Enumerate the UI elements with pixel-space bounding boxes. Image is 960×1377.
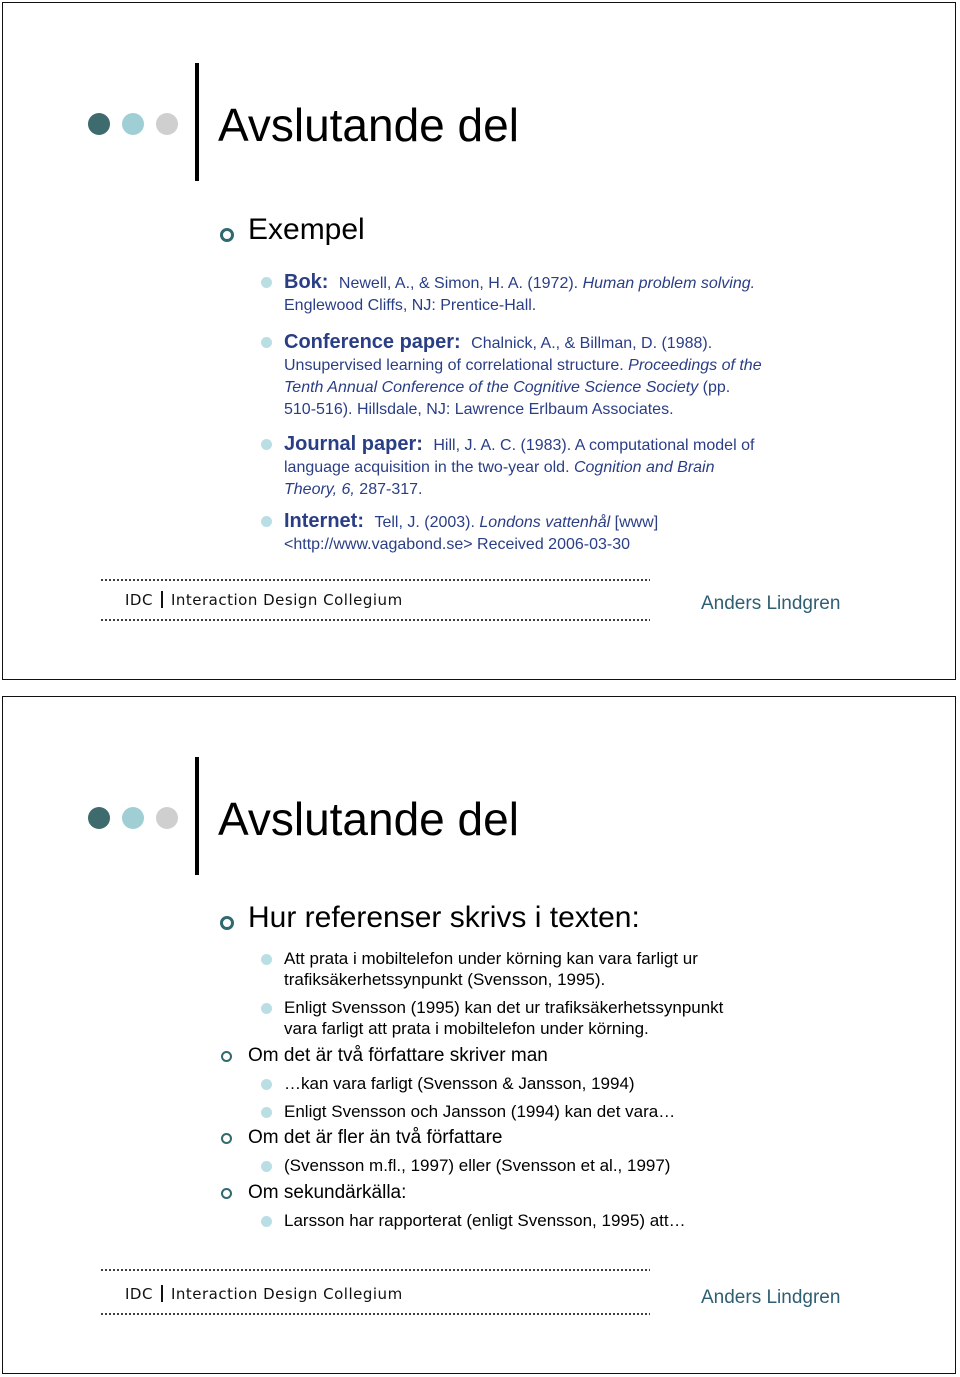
footer-dotted-line — [100, 617, 650, 623]
footer-dotted-line — [100, 577, 650, 583]
cog-ring-icon — [220, 228, 234, 242]
footer-dotted-line — [100, 1267, 650, 1273]
title-divider — [195, 63, 199, 181]
list-item: Enligt Svensson (1995) kan det ur trafiksäkerhetssynpunkt vara farligt att prata i mobiltelefon under körning. — [284, 997, 904, 1039]
heading-text: Hur referenser skrivs i texten: — [248, 901, 640, 934]
dot-dark-icon — [88, 807, 110, 829]
circle-bullet-icon — [261, 954, 272, 965]
list-item: Att prata i mobiltelefon under körning kan vara farligt ur trafiksäkerhetssynpunkt (Svensson, 1995). — [284, 948, 904, 990]
logo-acronym: IDC — [125, 591, 153, 609]
reference-label: Bok: — [284, 271, 329, 293]
logo-separator — [161, 591, 163, 608]
logo-fullname: Interaction Design Collegium — [170, 591, 403, 609]
cog-ring-icon — [221, 1188, 232, 1199]
subheading: Om det är fler än två författare — [248, 1127, 503, 1149]
dot-grey-icon — [156, 807, 178, 829]
section-heading — [248, 901, 640, 935]
footer-author: Anders Lindgren — [701, 593, 841, 614]
list-item: Larsson har rapporterat (enligt Svensson, 1995) att… — [284, 1210, 904, 1231]
title-divider — [195, 757, 199, 875]
cog-ring-icon — [221, 1051, 232, 1062]
subheading: Om sekundärkälla: — [248, 1182, 406, 1204]
reference-label: Internet: — [284, 510, 364, 532]
slide-1 — [2, 2, 956, 680]
footer-author: Anders Lindgren — [701, 1287, 841, 1308]
list-item: Enligt Svensson och Jansson (1994) kan det vara… — [284, 1101, 904, 1122]
circle-bullet-icon — [261, 1079, 272, 1090]
dot-dark-icon — [88, 113, 110, 135]
circle-bullet-icon — [261, 439, 272, 450]
circle-bullet-icon — [261, 1003, 272, 1014]
circle-bullet-icon — [261, 1107, 272, 1118]
list-item: (Svensson m.fl., 1997) eller (Svensson et al., 1997) — [284, 1155, 904, 1176]
circle-bullet-icon — [261, 1161, 272, 1172]
slide-title: Avslutande del — [218, 99, 519, 151]
cog-ring-icon — [221, 1133, 232, 1144]
logo-acronym: IDC — [125, 1285, 153, 1303]
section-heading — [248, 213, 365, 247]
reference-label: Conference paper: — [284, 331, 461, 353]
subheading: Om det är två författare skriver man — [248, 1045, 548, 1067]
circle-bullet-icon — [261, 1216, 272, 1227]
logo-fullname: Interaction Design Collegium — [170, 1285, 403, 1303]
dot-grey-icon — [156, 113, 178, 135]
circle-bullet-icon — [261, 277, 272, 288]
circle-bullet-icon — [261, 516, 272, 527]
heading-text: Exempel — [248, 213, 365, 246]
list-item: …kan vara farligt (Svensson & Jansson, 1994) — [284, 1073, 904, 1094]
reference-conference: Conference paper: Chalnick, A., & Billman, D. (1988). Unsupervised learning of correlational structure. Proceedings of the Tenth Annual Conference of the Cognitive Science Society (pp. 510-516). Hillsdale, NJ: Lawrence Erlbaum Associates. — [284, 331, 844, 421]
dot-light-icon — [122, 807, 144, 829]
footer-logo — [125, 591, 403, 609]
footer-dotted-line — [100, 1311, 650, 1317]
reference-book: Bok: Newell, A., & Simon, H. A. (1972). Human problem solving. Englewood Cliffs, NJ: Prentice-Hall. — [284, 271, 844, 317]
reference-label: Journal paper: — [284, 433, 423, 455]
circle-bullet-icon — [261, 337, 272, 348]
footer-logo — [125, 1285, 403, 1303]
cog-ring-icon — [220, 916, 234, 930]
slide-title: Avslutande del — [218, 793, 519, 845]
slide-2 — [2, 696, 956, 1374]
reference-journal: Journal paper: Hill, J. A. C. (1983). A computational model of language acquisition in the two-year old. Cognition and Brain Theory, 6, 287-317. — [284, 433, 844, 501]
logo-separator — [161, 1285, 163, 1302]
dot-light-icon — [122, 113, 144, 135]
reference-internet: Internet: Tell, J. (2003). Londons vattenhål [www] <http://www.vagabond.se> Received 2006-03-30 — [284, 510, 844, 556]
